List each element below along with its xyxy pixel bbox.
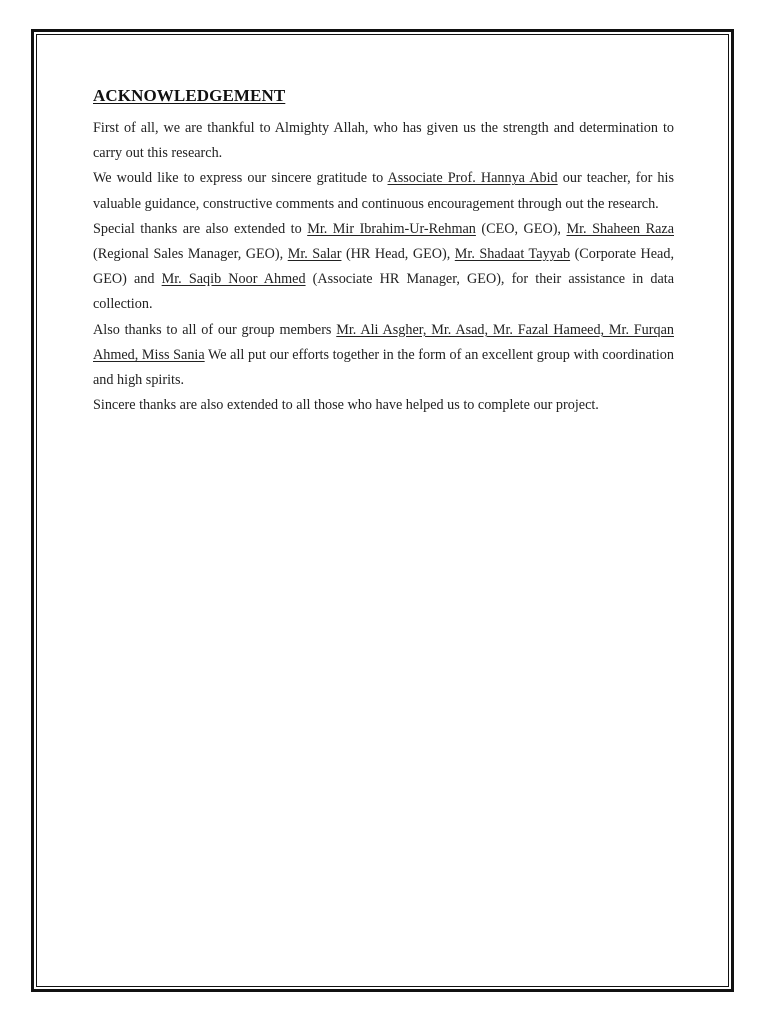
document-body <box>93 86 674 418</box>
paragraph-text: Also thanks to all of our group members <box>93 321 337 338</box>
paragraph-text: We all put our efforts together in the form of an excellent group with coordination and high spirits. <box>93 346 674 389</box>
paragraph-closing-thanks <box>93 393 674 418</box>
paragraph-text: First of all, we are thankful to Almighty Allah, who has given us the strength and determination to carry out this research. <box>93 120 674 162</box>
paragraph-text: (Associate HR Manager, GEO), for their assistance in data collection. <box>93 271 675 313</box>
paragraph-thanks-allah <box>93 116 674 166</box>
page-title: ACKNOWLEDGEMENT <box>93 86 286 105</box>
paragraph-text: (Corporate Head, GEO) and <box>93 246 674 288</box>
paragraph-teacher-gratitude <box>93 166 674 216</box>
paragraph-group-members <box>93 318 674 394</box>
paragraph-text: We would like to express our sincere gratitude to <box>93 170 388 187</box>
paragraph-text: Sincere thanks are also extended to all those who have helped us to complete our project. <box>93 397 599 414</box>
paragraph-text: (CEO, GEO), <box>475 220 567 237</box>
teacher-name: Associate Prof. Hannya Abid <box>387 170 558 187</box>
person-name: Mr. Saqib Noor Ahmed <box>161 271 306 288</box>
paragraph-text: our teacher, for his valuable guidance, constructive comments and continuous encouragement through out the research. <box>93 170 674 212</box>
person-name: Mr. Shadaat Tayyab <box>454 246 571 263</box>
group-member-names: Mr. Ali Asgher, Mr. Asad, Mr. Fazal Hameed, Mr. Furqan Ahmed, Miss Sania <box>93 321 674 363</box>
paragraph-text: (Regional Sales Manager, GEO), <box>93 246 288 263</box>
paragraph-special-thanks <box>93 217 674 318</box>
paragraph-text: Special thanks are also extended to <box>93 220 308 237</box>
person-name: Mr. Mir Ibrahim-Ur-Rehman <box>307 220 476 237</box>
person-name: Mr. Shaheen Raza <box>566 220 674 237</box>
person-name: Mr. Salar <box>287 246 342 263</box>
paragraph-text: (HR Head, GEO), <box>341 246 455 263</box>
